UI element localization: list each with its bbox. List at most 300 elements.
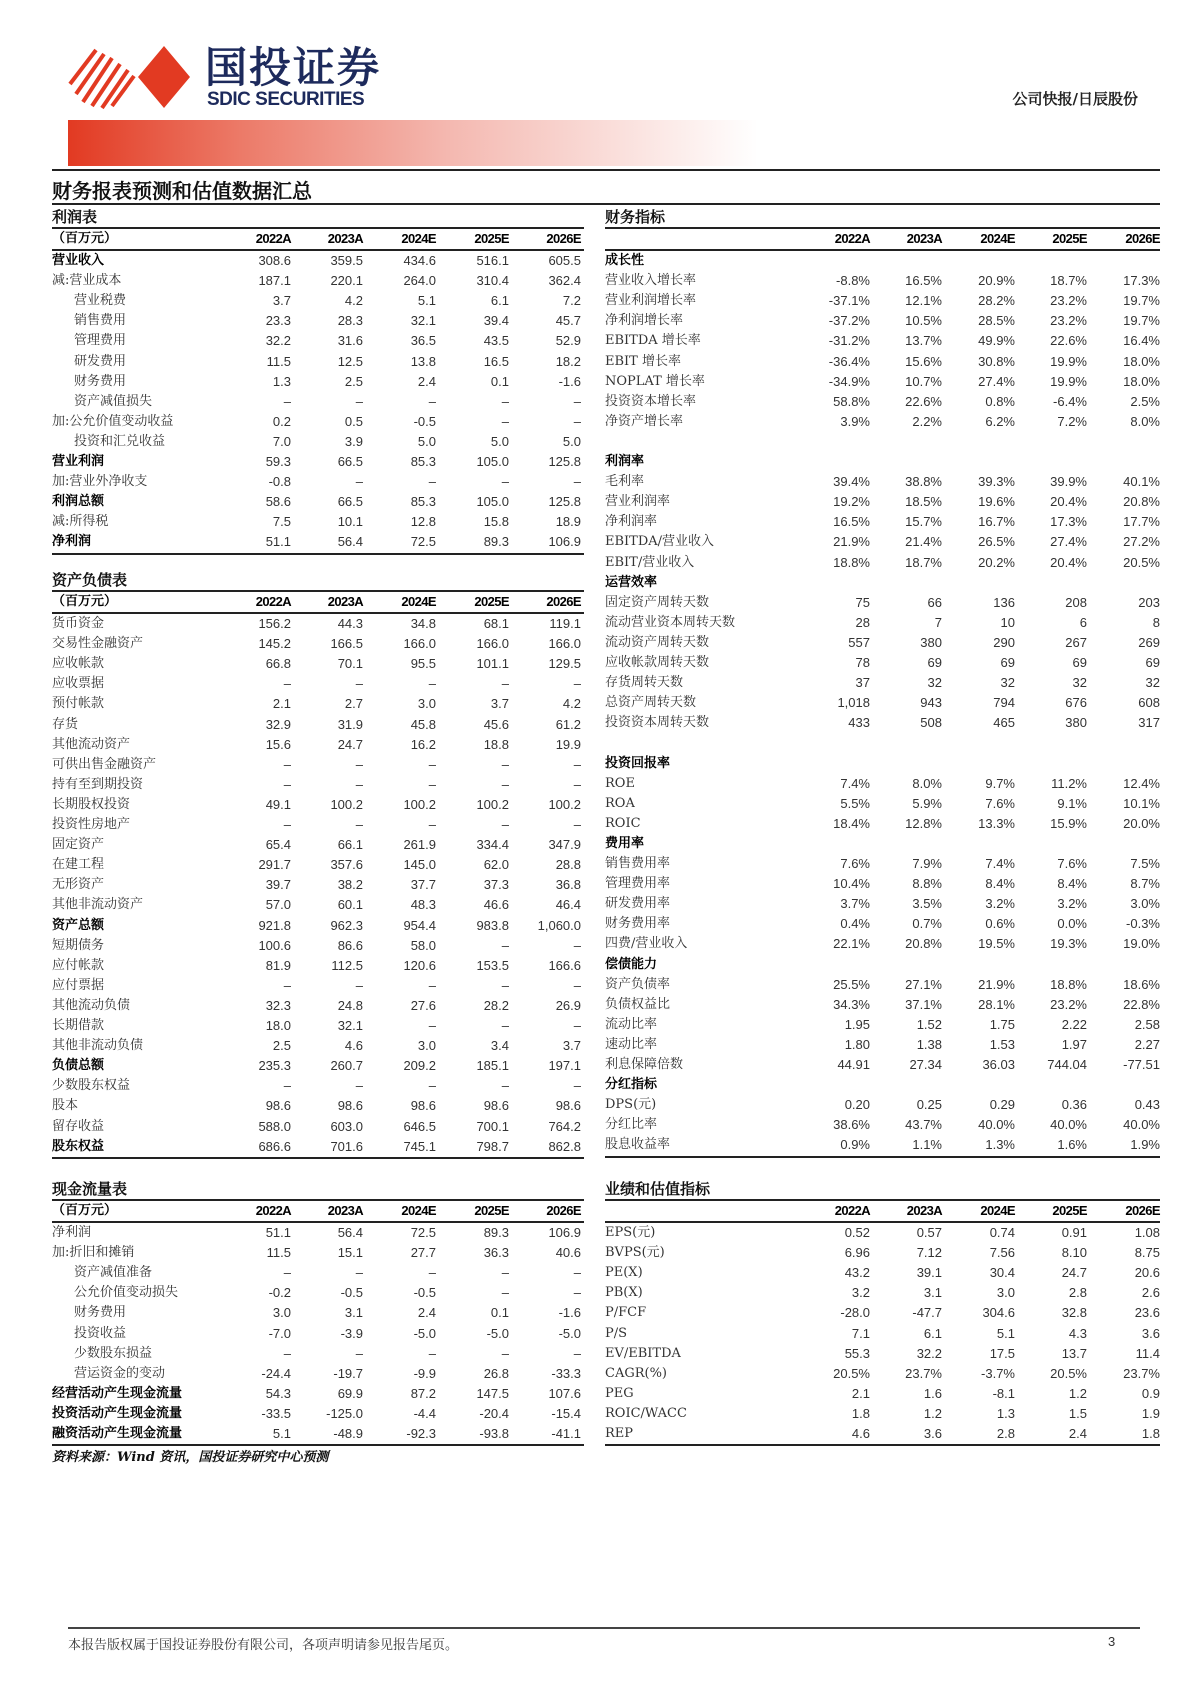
cell-value: 7: [934, 614, 942, 630]
cell-value: 61.2: [555, 716, 581, 732]
row-label: 持有至到期投资: [52, 776, 144, 792]
cell-value: 0.0%: [1057, 916, 1087, 932]
cell-value: 4.6: [344, 1038, 363, 1054]
cell-value: -15.4: [551, 1405, 581, 1421]
year-header: 2025E: [474, 231, 509, 246]
cell-value: 40.0%: [1123, 1117, 1160, 1133]
cell-value: 27.4%: [1050, 534, 1087, 550]
row-label: 投资收益: [74, 1325, 127, 1341]
cell-value: 334.4: [476, 837, 509, 853]
cell-value: 166.0: [476, 636, 509, 652]
cell-value: 7.0: [272, 433, 291, 449]
table-header-row: [52, 228, 584, 250]
row-label: 负债总额: [52, 1058, 105, 1074]
cell-value: 0.4%: [840, 916, 870, 932]
cell-value: 10.4%: [833, 876, 870, 892]
cell-value: 20.8%: [1123, 494, 1160, 510]
row-label: ROE: [605, 775, 635, 791]
cell-value: 5.0: [417, 433, 436, 449]
row-label: 利息保障倍数: [605, 1057, 684, 1072]
cell-value: 4.2: [562, 696, 581, 712]
row-label: PB(X): [605, 1285, 643, 1301]
cell-value: 745.1: [403, 1138, 436, 1154]
cell-value: –: [573, 393, 581, 409]
cell-value: –: [355, 474, 363, 490]
cell-value: 2.4: [417, 1305, 436, 1321]
cell-value: 37: [855, 675, 870, 691]
year-header: 2022A: [834, 1203, 870, 1218]
cell-value: 43.2: [844, 1265, 870, 1281]
cell-value: –: [283, 817, 291, 832]
table-row: [605, 774, 1160, 794]
cell-value: 24.8: [337, 997, 363, 1013]
cell-value: 69: [1145, 655, 1160, 670]
row-label: 毛利率: [605, 474, 645, 490]
table-row: [605, 553, 1160, 573]
cell-value: 44.3: [337, 616, 363, 631]
cell-value: 32.1: [410, 313, 436, 329]
cell-value: 954.4: [403, 917, 436, 933]
cell-value: 1.8: [1141, 1426, 1160, 1441]
table-row: [52, 634, 584, 654]
cell-value: 10.7%: [905, 373, 942, 389]
table-row: [605, 1015, 1160, 1035]
cell-value: 5.1: [417, 293, 436, 309]
cell-value: 45.6: [483, 716, 509, 732]
row-label: EBIT/营业收入: [605, 554, 695, 570]
section-label: 分红指标: [605, 1077, 658, 1093]
table-header-row: [605, 228, 1160, 250]
cell-value: 38.2: [337, 877, 363, 893]
row-label: 资产负债率: [605, 976, 671, 992]
table-title-row: [605, 206, 1160, 228]
row-label: 净利润率: [605, 514, 658, 530]
cell-value: -1.6: [558, 1305, 581, 1321]
cell-value: –: [428, 756, 436, 772]
cell-value: 0.1: [490, 1305, 509, 1321]
cell-value: 32: [1072, 675, 1087, 691]
cell-value: –: [283, 977, 291, 993]
cell-value: -125.0: [326, 1405, 363, 1421]
row-label: 营业利润率: [605, 494, 671, 510]
cell-value: 39.7: [265, 877, 291, 893]
cell-value: 3.7%: [840, 896, 870, 912]
table-row: [52, 996, 584, 1016]
cell-value: 2.5%: [1130, 393, 1160, 409]
cell-value: 2.27: [1134, 1036, 1160, 1052]
cell-value: 0.9: [1141, 1385, 1160, 1401]
section-heading-row: [605, 573, 1160, 593]
row-label: ROIC: [605, 815, 641, 831]
cell-value: 943: [920, 695, 942, 711]
cell-value: –: [428, 1078, 436, 1094]
cell-value: –: [573, 413, 581, 429]
cell-value: 19.0%: [1123, 936, 1160, 952]
cell-value: 52.9: [555, 333, 581, 349]
table-row: [605, 673, 1160, 693]
cell-value: 2.7: [344, 696, 363, 712]
cell-value: 0.8%: [985, 393, 1015, 409]
cell-value: -31.2%: [828, 333, 870, 349]
cell-value: 603.0: [330, 1118, 363, 1134]
table-row: [605, 814, 1160, 834]
cell-value: –: [573, 474, 581, 490]
cell-value: 2.8: [996, 1426, 1015, 1441]
row-label: 融资活动产生现金流量: [52, 1426, 183, 1441]
cell-value: 22.6%: [1050, 333, 1087, 349]
cell-value: 125.8: [548, 454, 581, 469]
cell-value: 646.5: [403, 1118, 436, 1134]
cell-value: 20.0%: [1123, 815, 1160, 831]
cell-value: 45.7: [555, 313, 581, 329]
table-row: [605, 472, 1160, 492]
cell-value: 3.5%: [912, 896, 942, 912]
cell-value: 13.7%: [905, 333, 942, 349]
table-title-row: [605, 1178, 1160, 1200]
row-label: 投资性房地产: [52, 817, 131, 832]
cell-value: 28.2%: [978, 293, 1015, 309]
row-label: 管理费用: [74, 333, 127, 349]
cell-value: 5.1: [272, 1426, 291, 1441]
cell-value: 3.2%: [985, 896, 1015, 912]
title-top-divider: [52, 169, 1160, 171]
cell-value: -4.4: [413, 1405, 436, 1421]
cell-value: –: [428, 817, 436, 832]
cell-value: 13.8: [410, 353, 436, 369]
header-gradient-bar: [68, 120, 758, 166]
table-bottom-rule: [52, 553, 584, 555]
cell-value: 166.5: [330, 636, 363, 652]
table-row: [605, 1135, 1160, 1155]
cell-value: 17.3%: [1050, 514, 1087, 530]
table-title: 财务指标: [605, 208, 666, 226]
row-label: 分红比率: [605, 1117, 658, 1133]
cell-value: 23.2%: [1050, 313, 1087, 329]
cell-value: –: [283, 756, 291, 772]
cell-value: 3.6: [923, 1426, 942, 1441]
cell-value: -34.9%: [828, 373, 870, 389]
cell-value: 19.2%: [833, 494, 870, 510]
cell-value: 120.6: [403, 957, 436, 973]
cell-value: 1.53: [989, 1036, 1015, 1052]
cell-value: 2.6: [1141, 1285, 1160, 1301]
cell-value: 100.2: [330, 796, 363, 812]
table-row: [52, 331, 584, 351]
cell-value: 20.4%: [1050, 554, 1087, 570]
cell-value: 15.8: [483, 514, 509, 530]
cell-value: 2.1: [272, 696, 291, 712]
table-row: [605, 854, 1160, 874]
cell-value: 39.9%: [1050, 474, 1087, 490]
row-label: 销售费用: [74, 313, 127, 329]
cell-value: 11.5: [266, 1245, 291, 1261]
cell-value: 136: [993, 594, 1015, 610]
row-label: 管理费用率: [605, 876, 671, 892]
cell-value: -8.1: [992, 1385, 1015, 1401]
cell-value: 7.6%: [840, 856, 870, 871]
table-row: [52, 875, 584, 895]
cell-value: 508: [920, 715, 942, 731]
cell-value: 107.6: [548, 1385, 581, 1401]
cell-value: 6.1: [490, 293, 509, 309]
section-label: 偿债能力: [605, 956, 658, 972]
cell-value: 32: [927, 675, 942, 691]
row-label: 净利润增长率: [605, 313, 684, 329]
page-number: 3: [1108, 1634, 1116, 1649]
cell-value: –: [355, 977, 363, 993]
cell-value: -77.51: [1123, 1057, 1160, 1072]
cell-value: 100.2: [476, 796, 509, 812]
cell-value: 19.5%: [978, 936, 1015, 952]
table-row: [52, 412, 584, 432]
cell-value: 89.3: [483, 534, 509, 550]
cell-value: 69: [1072, 655, 1087, 670]
cell-value: 49.1: [265, 796, 291, 812]
cell-value: 38.8%: [905, 474, 942, 490]
table-row: [605, 291, 1160, 311]
table-row: [605, 1364, 1160, 1384]
cell-value: 1.6%: [1057, 1137, 1087, 1153]
cell-value: 95.5: [410, 656, 436, 672]
row-label: NOPLAT 增长率: [605, 373, 705, 389]
cell-value: 22.8%: [1123, 996, 1160, 1012]
cell-value: 5.0: [562, 433, 581, 449]
table-row: [52, 936, 584, 956]
table-row: [605, 613, 1160, 633]
cell-value: 36.03: [982, 1057, 1015, 1072]
row-label: 固定资产: [52, 837, 105, 853]
table-row: [605, 1115, 1160, 1135]
year-header: 2025E: [1052, 231, 1087, 246]
table-row: [52, 1303, 584, 1323]
cell-value: 8.75: [1134, 1245, 1160, 1261]
table-row: [52, 775, 584, 795]
cell-value: –: [428, 1265, 436, 1281]
row-label: 财务费用率: [605, 916, 671, 932]
cell-value: 362.4: [548, 273, 581, 289]
table-row: [52, 512, 584, 532]
row-label: 应收帐款: [52, 656, 105, 672]
cell-value: 37.7: [410, 877, 436, 893]
cell-value: 261.9: [403, 837, 436, 853]
cell-value: 5.9%: [912, 795, 942, 811]
cell-value: –: [283, 776, 291, 792]
cell-value: 2.2%: [912, 413, 942, 429]
cell-value: 26.5%: [978, 534, 1015, 550]
cell-value: –: [573, 1265, 581, 1281]
cell-value: 1.8: [851, 1405, 870, 1421]
cell-value: 290: [993, 634, 1015, 650]
cell-value: 21.9%: [978, 976, 1015, 992]
section-label: 成长性: [605, 253, 645, 268]
cell-value: 203: [1138, 594, 1160, 610]
cell-value: 23.7%: [1123, 1365, 1160, 1381]
cell-value: 10: [1000, 614, 1015, 630]
year-header: 2023A: [906, 1203, 942, 1218]
cell-value: 380: [920, 634, 942, 650]
cell-value: –: [573, 1345, 581, 1361]
cell-value: 1.5: [1068, 1405, 1087, 1421]
row-label: 投资资本增长率: [605, 393, 697, 409]
table-row: [605, 271, 1160, 291]
cell-value: 4.6: [851, 1426, 870, 1441]
row-label: 存货: [52, 716, 79, 732]
section-heading-row: [605, 834, 1160, 854]
cell-value: 49.9%: [978, 333, 1015, 349]
table-row: [605, 894, 1160, 914]
table-row: [605, 914, 1160, 934]
table-row: [605, 1424, 1160, 1444]
cell-value: -0.5: [413, 1285, 436, 1301]
year-header: 2023A: [906, 231, 942, 246]
table-title: 业绩和估值指标: [605, 1180, 711, 1198]
year-header: 2023A: [327, 1203, 363, 1218]
cell-value: 40.0%: [978, 1117, 1015, 1133]
row-label: 营业利润: [52, 454, 105, 469]
cell-value: 15.7%: [905, 514, 942, 530]
cell-value: –: [573, 1078, 581, 1094]
cell-value: 3.6: [1141, 1325, 1160, 1341]
cell-value: 19.7%: [1123, 313, 1160, 329]
section-heading-row: [605, 452, 1160, 472]
cell-value: 0.5: [344, 413, 363, 429]
cell-value: 72.5: [410, 534, 436, 550]
cell-value: 15.6%: [905, 353, 942, 369]
cell-value: 105.0: [476, 494, 509, 510]
cell-value: 87.2: [410, 1385, 436, 1401]
cell-value: 51.1: [265, 1225, 291, 1240]
cell-value: 18.8%: [1050, 976, 1087, 992]
cell-value: –: [501, 1345, 509, 1361]
row-label: 股息收益率: [605, 1137, 671, 1153]
cell-value: 3.0: [996, 1285, 1015, 1301]
cell-value: 30.4: [989, 1265, 1015, 1281]
cell-value: 7.6%: [1057, 856, 1087, 871]
table-row: [52, 1056, 584, 1076]
year-header: 2026E: [546, 594, 581, 609]
cell-value: 0.1: [490, 373, 509, 389]
table-row: [605, 392, 1160, 412]
cell-value: –: [283, 1345, 291, 1361]
cell-value: 962.3: [330, 917, 363, 933]
cell-value: 39.1: [916, 1265, 942, 1281]
cell-value: 28.8: [555, 857, 581, 873]
cell-value: 2.5: [272, 1038, 291, 1054]
cell-value: –: [428, 776, 436, 792]
table-row: [52, 715, 584, 735]
cell-value: -24.4: [261, 1365, 291, 1381]
cell-value: 1.80: [844, 1036, 870, 1052]
cell-value: 605.5: [548, 253, 581, 268]
row-label: 利润总额: [52, 494, 105, 510]
cell-value: 5.5%: [840, 795, 870, 811]
table-row: [52, 291, 584, 311]
row-label: 研发费用率: [605, 896, 671, 912]
year-header: 2022A: [255, 231, 291, 246]
table-row: [605, 995, 1160, 1015]
cell-value: –: [573, 977, 581, 993]
cell-value: -0.2: [268, 1285, 291, 1301]
year-header: 2025E: [474, 1203, 509, 1218]
cell-value: 125.8: [548, 494, 581, 510]
cell-value: 3.2%: [1057, 896, 1087, 912]
cell-value: 166.0: [548, 636, 581, 652]
row-label: 应付帐款: [52, 957, 105, 973]
table-row: [605, 975, 1160, 995]
cell-value: 46.6: [483, 897, 509, 913]
cell-value: 20.6: [1134, 1265, 1160, 1281]
cell-value: 17.7%: [1123, 514, 1160, 530]
cell-value: 1.75: [989, 1016, 1015, 1032]
table-row: [605, 1324, 1160, 1344]
unit-label: （百万元）: [52, 231, 118, 246]
table-row: [605, 311, 1160, 331]
table-bottom-rule: [605, 1444, 1160, 1446]
cell-value: –: [283, 393, 291, 409]
cell-value: 34.8: [410, 616, 436, 631]
cell-value: –: [428, 1345, 436, 1361]
cell-value: 1.3%: [985, 1137, 1015, 1153]
cell-value: 19.7%: [1123, 293, 1160, 309]
cell-value: 86.6: [337, 937, 363, 953]
cell-value: 45.8: [410, 716, 436, 732]
cell-value: 18.6%: [1123, 976, 1160, 992]
cell-value: 37.3: [483, 877, 509, 893]
cell-value: 23.7%: [905, 1365, 942, 1381]
row-label: 长期借款: [52, 1018, 105, 1033]
cell-value: 43.7%: [905, 1117, 942, 1133]
cell-value: 744.04: [1047, 1057, 1087, 1072]
cell-value: –: [355, 776, 363, 792]
row-label: 少数股东损益: [74, 1345, 153, 1361]
table-row: [52, 1404, 584, 1424]
cell-value: 27.6: [410, 997, 436, 1013]
table-row: [52, 694, 584, 714]
row-label: 股本: [52, 1098, 79, 1114]
cell-value: -33.5: [261, 1405, 291, 1421]
table-row: [52, 1016, 584, 1036]
cell-value: 1.52: [916, 1016, 942, 1032]
cell-value: 16.2: [410, 736, 436, 752]
cell-value: 701.6: [330, 1138, 363, 1154]
cell-value: -1.6: [558, 373, 581, 389]
row-label: 其他流动负债: [52, 997, 131, 1013]
table-row: [605, 934, 1160, 954]
cell-value: 16.4%: [1123, 333, 1160, 349]
year-header: 2022A: [255, 594, 291, 609]
cell-value: 28.2: [483, 997, 509, 1013]
cell-value: 6.2%: [985, 413, 1015, 429]
row-label: 货币资金: [52, 616, 105, 631]
table-header-row: [52, 1200, 584, 1222]
row-label: 投资和汇兑收益: [74, 433, 166, 449]
table-row: [605, 492, 1160, 512]
row-label: 投资资本周转天数: [605, 715, 710, 731]
cell-value: 81.9: [265, 957, 291, 973]
cell-value: –: [355, 676, 363, 692]
cell-value: 7.12: [916, 1245, 942, 1261]
cell-value: 0.6%: [985, 916, 1015, 932]
table-row: [52, 1096, 584, 1116]
cell-value: 3.1: [923, 1285, 942, 1301]
table-row: [52, 1424, 584, 1444]
cell-value: 8: [1152, 614, 1160, 630]
cell-value: 27.2%: [1123, 534, 1160, 550]
section-label: 运营效率: [605, 574, 658, 590]
cell-value: –: [501, 776, 509, 792]
year-header: 2024E: [401, 1203, 436, 1218]
cell-value: 23.6: [1134, 1305, 1160, 1321]
